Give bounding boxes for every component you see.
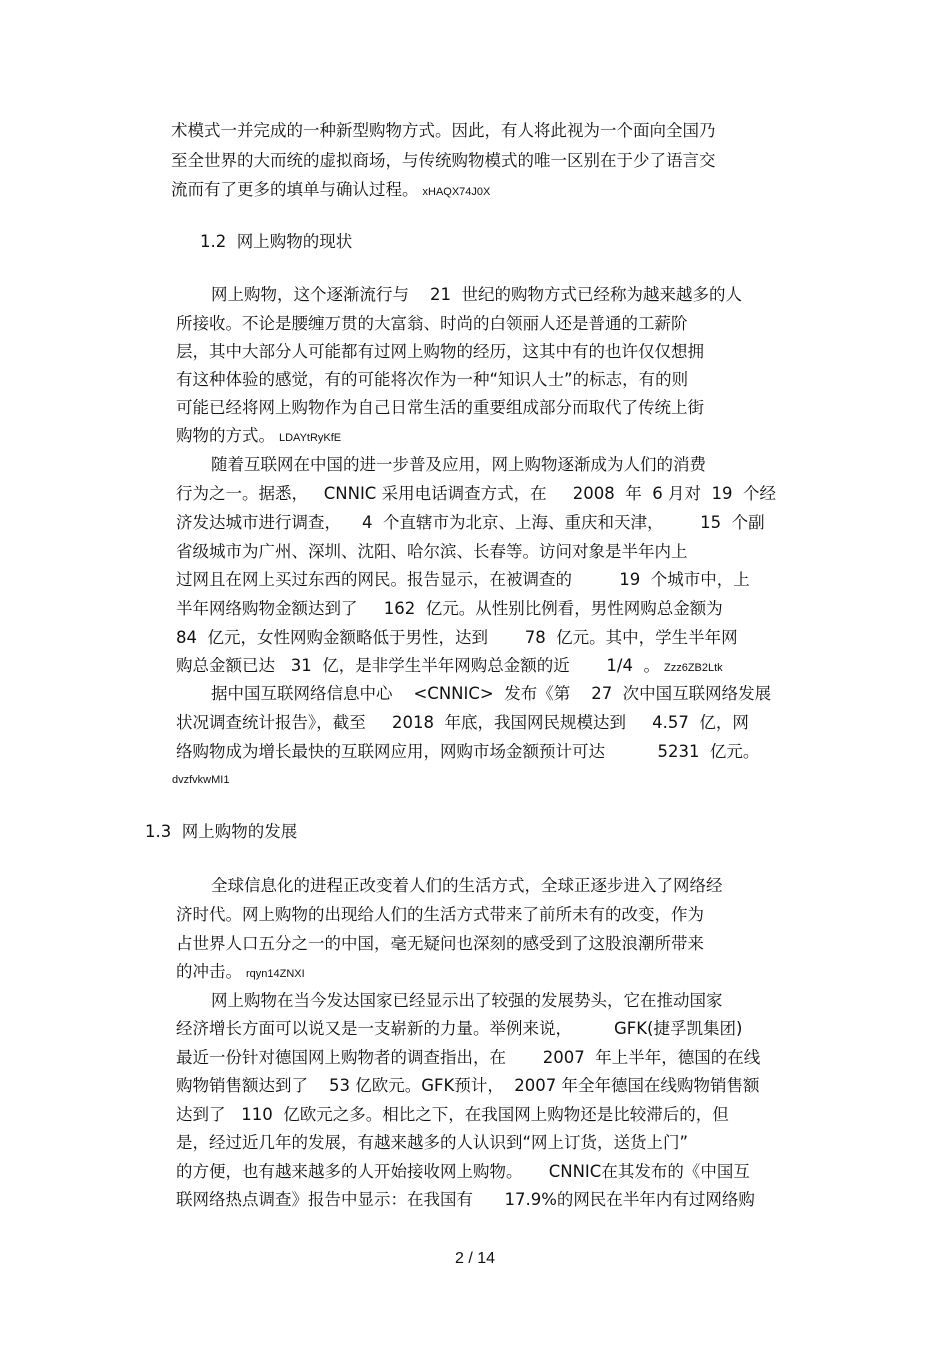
text-line: 所接收。不论是腰缠万贯的大富翁、时尚的白领丽人还是普通的工薪阶 [176,314,688,333]
text-line: 半年网络购物金额达到了 162 亿元。从性别比例看，男性网购总金额为 [176,599,723,618]
text-line: 的冲击。 rqyn14ZNXI [176,962,305,981]
text-line: 过网且在网上买过东西的网民。报告显示，在被调查的 19 个城市中，上 [176,570,750,589]
text-line: 济发达城市进行调查， 4 个直辖市为北京、上海、重庆和天津， 15 个副 [176,513,765,532]
text-line: 网上购物，这个逐渐流行与 21 世纪的购物方式已经称为越来越多的人 [211,285,742,304]
ref-code: LDAYtRyKfE [279,432,342,444]
text-line: 术模式一并完成的一种新型购物方式。因此，有人将此视为一个面向全国乃 [171,121,716,140]
text-line: 济时代。网上购物的出现给人们的生活方式带来了前所未有的改变，作为 [176,905,704,924]
text-line: 购物销售额达到了 53 亿欧元。GFK预计， 2007 年全年德国在线购物销售额 [176,1076,760,1095]
section-heading-1-2: 1.2 网上购物的现状 [200,232,353,251]
ref-code: Zzz6ZB2Ltk [663,662,723,674]
text-line: 联网络热点调查》报告中显示：在我国有 17.9%的网民在半年内有过网络购 [176,1190,755,1209]
text-line: 是，经过近几年的发展，有越来越多的人认识到“网上订货，送货上门” [176,1133,689,1152]
text-line: 状况调查统计报告》，截至 2018 年底，我国网民规模达到 4.57 亿，网 [176,713,749,732]
text-line: 经济增长方面可以说又是一支崭新的力量。举例来说， GFK(捷孚凯集团) [176,1019,743,1038]
text-line: 最近一份针对德国网上购物者的调查指出，在 2007 年上半年，德国的在线 [176,1048,761,1067]
ref-code: xHAQX74J0X [422,186,491,198]
text-line: 据中国互联网络信息中心 <CNNIC> 发布《第 27 次中国互联网络发展 [211,684,772,703]
text-line: 84 亿元，女性网购金额略低于男性，达到 78 亿元。其中，学生半年网 [176,628,738,647]
text-line: 全球信息化的进程正改变着人们的生活方式，全球正逐步进入了网络经 [211,876,723,895]
ref-code: rqyn14ZNXI [246,968,305,980]
text-line: 行为之一。据悉， CNNIC 采用电话调查方式，在 2008 年 6 月对 19 个经 [176,484,776,503]
text-line: 购物的方式。 LDAYtRyKfE [176,426,342,445]
text-line: 络购物成为增长最快的互联网应用，网购市场金额预计可达 5231 亿元。 [176,742,760,761]
text-line: 随着互联网在中国的进一步普及应用，网上购物逐渐成为人们的消费 [211,455,706,474]
ref-code: dvzfvkwMI1 [172,774,230,786]
text-line: 省级城市为广州、深圳、沈阳、哈尔滨、长春等。访问对象是半年内上 [176,542,688,561]
text-line: 流而有了更多的填单与确认过程。 xHAQX74J0X [171,180,491,199]
page-number: 2 / 14 [454,1250,496,1267]
text-line: 达到了 110 亿欧元之多。相比之下，在我国网上购物还是比较滞后的，但 [176,1105,729,1124]
text-line: 的方便，也有越来越多的人开始接收网上购物。 CNNIC在其发布的《中国互 [176,1162,750,1181]
text-line: 购总金额已达 31 亿，是非学生半年网购总金额的近 1/4 。 Zzz6ZB2Ltk [176,656,723,675]
text-line: 可能已经将网上购物作为自己日常生活的重要组成部分而取代了传统上街 [176,398,704,417]
section-heading-1-3: 1.3 网上购物的发展 [145,822,298,841]
text-line: 网上购物在当今发达国家已经显示出了较强的发展势头，它在推动国家 [211,991,723,1010]
text-line: 占世界人口五分之一的中国，毫无疑问也深刻的感受到了这股浪潮所带来 [176,934,704,953]
text-line: 层，其中大部分人可能都有过网上购物的经历，这其中有的也许仅仅想拥 [176,342,704,361]
text-line [172,768,229,790]
text-line: 至全世界的大而统的虚拟商场，与传统购物模式的唯一区别在于少了语言交 [171,151,716,170]
text-line: 有这种体验的感觉，有的可能将次作为一种“知识人士”的标志，有的则 [176,370,689,389]
